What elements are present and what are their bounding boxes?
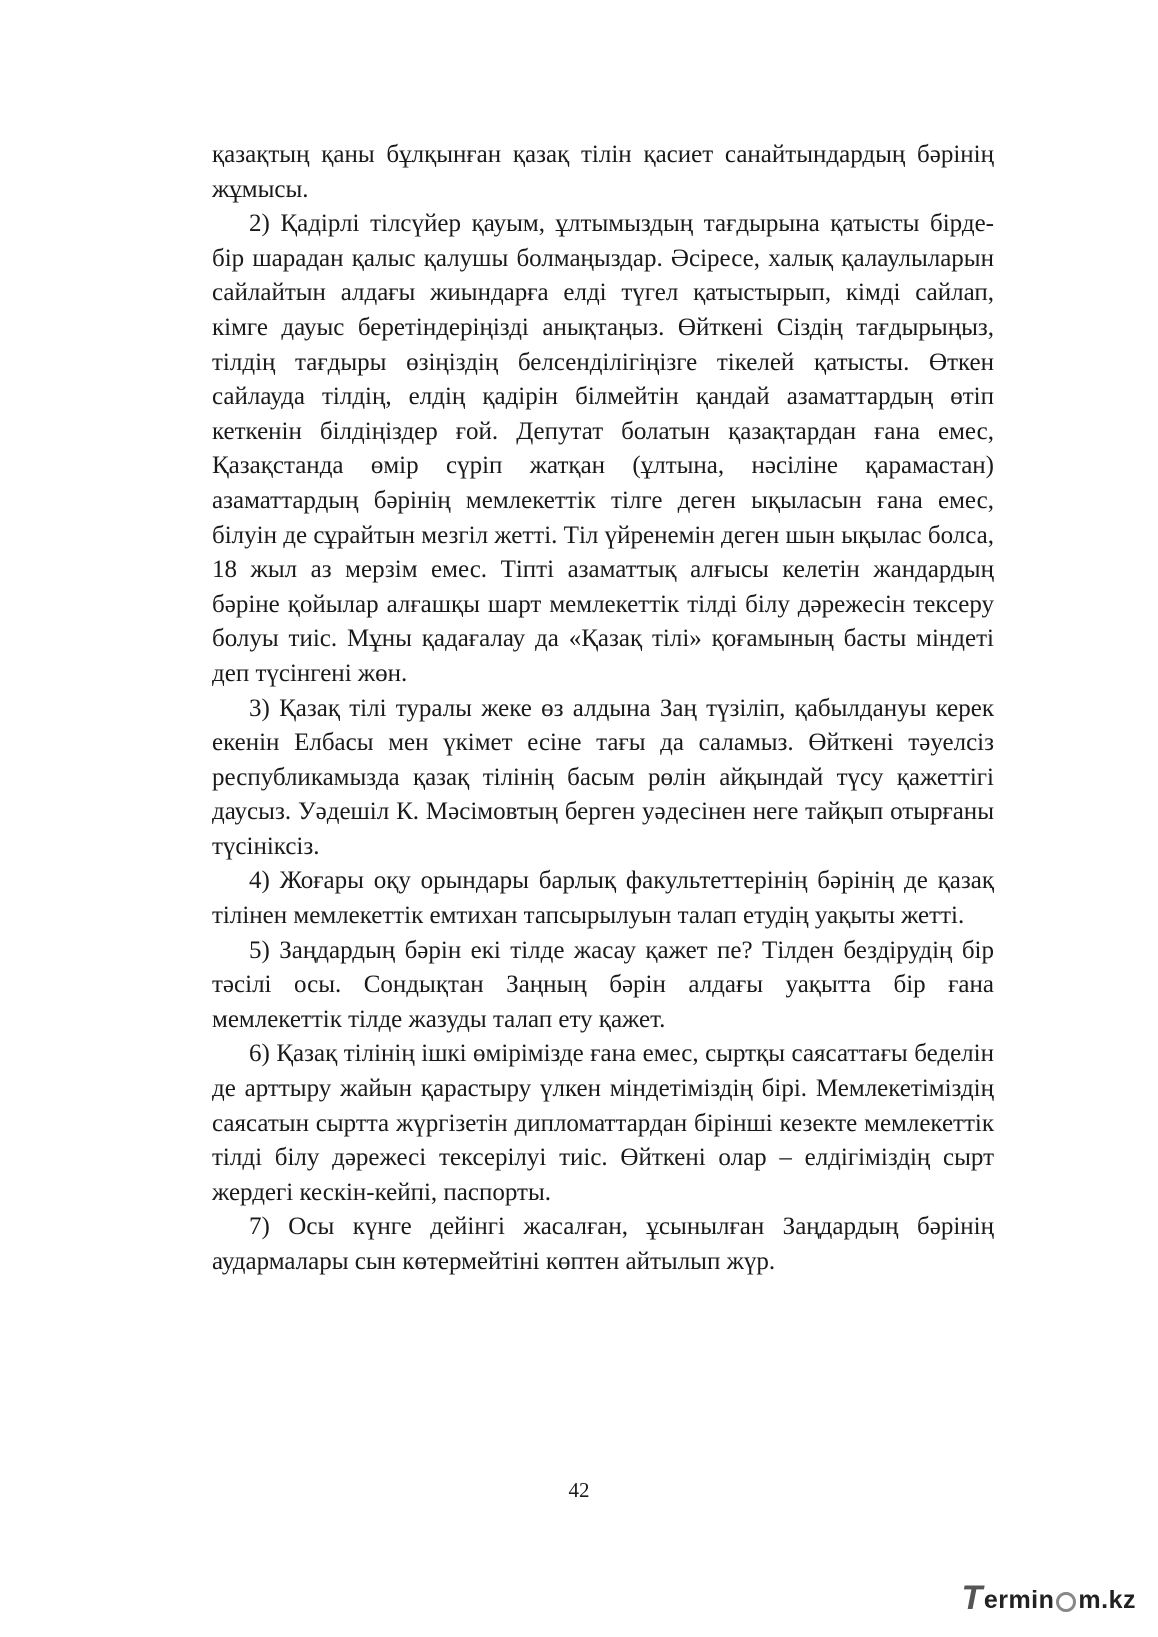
- body-text: [212, 138, 994, 1280]
- watermark-text-part2: m.kz: [1078, 1586, 1136, 1614]
- paragraph-1: қазақтың қаны бұлқынған қазақ тілін қасиет санайтындардың бәрінің жұмысы.: [212, 141, 994, 203]
- paragraph-4: 4) Жоғары оқу орындары барлық факультеттерінің бәрінің де қазақ тілінен мемлекеттік емтихан тапсырылуын талап етудің уақыты жетті.: [212, 867, 994, 930]
- watermark-t-letter: T: [961, 1579, 983, 1617]
- paragraph-3: 3) Қазақ тілі туралы жеке өз алдына Заң түзіліп, қабылдануы керек екенін Елбасы мен үкімет есіне тағы да саламыз. Өйткені тәуелсіз республикамызда қазақ тілінің басым рөлін айқындай түсу қажеттігі даусыз. Уәдешіл К. Мәсімовтың берген уәдесінен неге тайқып отырғаны түсініксіз.: [212, 694, 994, 860]
- termincom-watermark-logo: [962, 1581, 1136, 1615]
- paragraph-6: 6) Қазақ тілінің ішкі өміріміздe ғана емес, сыртқы саясаттағы беделін де арттыру жайын қарастыру үлкен міндетіміздің бірі. Мемлекетіміздің саясатын сыртта жүргізетін дипломаттардан бірінші кезекте мемлекеттік тілді білу дәрежесі тексерілуі тиіс. Өйткені олар – елдігіміздің сырт жердегі кескін-кейпі, паспорты.: [212, 1040, 994, 1206]
- page-number: 42: [568, 1478, 590, 1502]
- paragraph-5: 5) Заңдардың бәрін екі тілде жасау қажет пе? Тілден бездірудің бір тәсілі осы. Сондықтан Заңның бәрін алдағы уақытта бір ғана мемлекеттік тілде жазуды талап ету қажет.: [212, 936, 994, 1033]
- watermark-text-part1: ermin: [983, 1586, 1055, 1614]
- watermark-circle-icon: [1056, 1592, 1076, 1612]
- paragraph-2: 2) Қадірлі тілсүйер қауым, ұлтымыздың тағдырына қатысты бірде-бір шарадан қалыс қалушы болмаңыздар. Әсіресе, халық қалаулыларын сайлайтын алдағы жиындарға елді түгел қатыстырып, кімді сайлап, кімге дауыс беретіндеріңізді анықтаңыз. Өйткені Сіздің тағдырыңыз, тілдің тағдыры өзіңіздің белсенділігіңізге тікелей қатысты. Өткен сайлауда тілдің, елдің қадірін білмейтін қандай азаматтардың өтіп кеткенін білдіңіздер ғой. Депутат болатын қазақтардан ғана емес, Қазақстанда өмір сүріп жатқан (ұлтына, нәсіліне қарамастан) азаматтардың бәрінің мемлекеттік тілге деген ықыласын ғана емес, білуін де сұрайтын мезгіл жетті. Тіл үйренемін деген шын ықылас болса, 18 жыл аз мерзім емес. Тіпті азаматтық алғысы келетін жандардың бәріне қойылар алғашқы шарт мемлекеттік тілді білу дәрежесін тексеру болуы тиіс. Мұны қадағалау да «Қазақ тілі» қоғамының басты міндеті деп түсінгені жөн.: [212, 210, 994, 687]
- paragraph-7: 7) Осы күнге дейінгі жасалған, ұсынылған Заңдардың бәрінің аудармалары сын көтермейтіні көптен айтылып жүр.: [212, 1213, 994, 1275]
